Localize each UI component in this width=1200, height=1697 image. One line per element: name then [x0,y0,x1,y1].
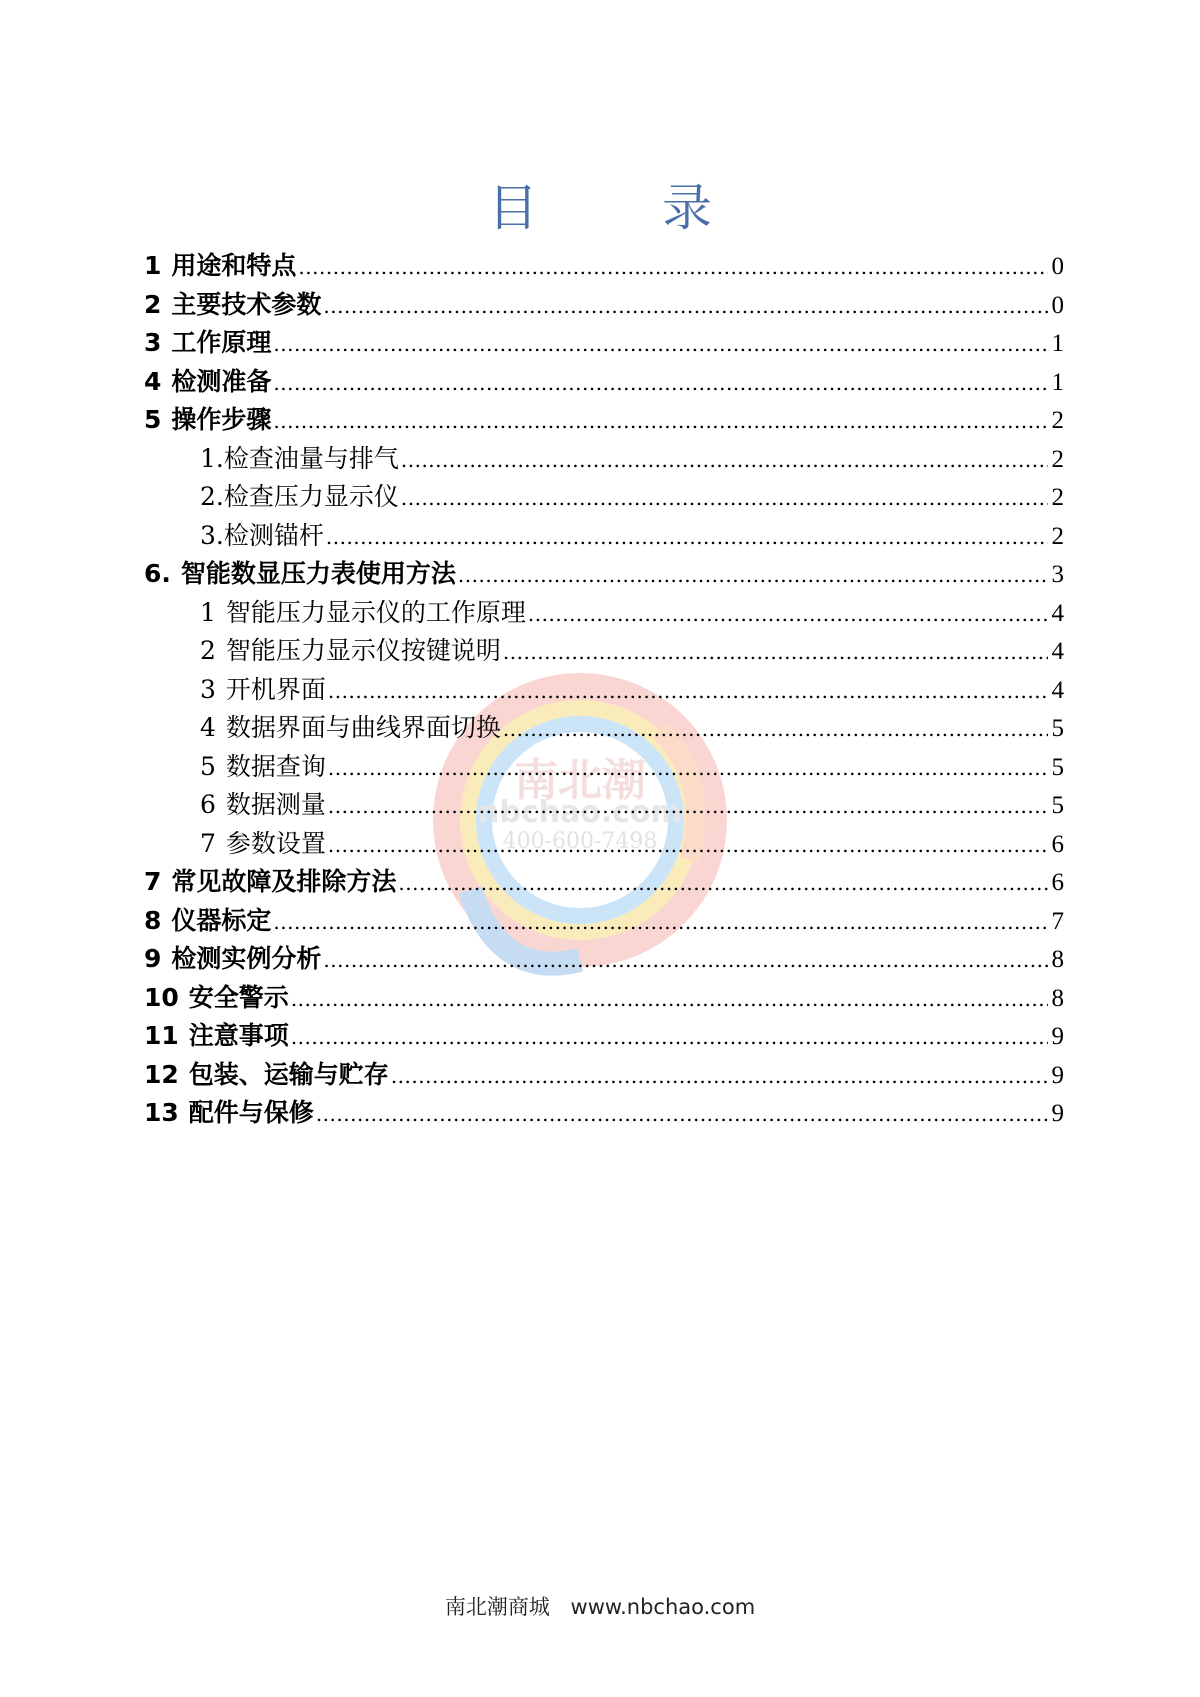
toc-entry-title: 仪器标定 [171,905,272,935]
toc-entry-title: 检测实例分析 [171,944,322,973]
toc-entry-title: 主要技术参数 [171,289,322,319]
toc-entry-page-number: 4 [1051,599,1064,627]
toc-leader-dots [503,710,1048,749]
toc-leader-dots [401,479,1048,518]
toc-entry-page-number: 1 [1051,368,1064,396]
toc-entry[interactable] [144,1017,1064,1056]
toc-leader-dots [458,556,1048,595]
toc-entry-number: 1 [200,597,216,627]
toc-entry-title: 安全警示 [188,982,289,1012]
toc-entry-title: 用途和特点 [171,251,297,280]
toc-entry-page-number: 9 [1051,1023,1064,1050]
toc-leader-dots [273,325,1048,364]
toc-entry-page-number: 8 [1051,946,1064,973]
toc-entry-number: 11 [144,1021,179,1050]
toc-entry[interactable] [144,594,1064,633]
toc-entry-title: 操作步骤 [171,405,272,434]
toc-entry-number: 4 [144,366,162,396]
watermark-phone: 400-600-7498 [502,829,658,854]
toc-entry[interactable] [144,1056,1064,1095]
toc-entry[interactable] [144,671,1064,710]
toc-entry-number: 3 [144,328,162,357]
toc-entry[interactable] [144,632,1064,671]
toc-entry-number: 6. [144,559,171,588]
toc-leader-dots [328,749,1048,788]
toc-entry-page-number: 2 [1051,522,1064,550]
toc-entry-page-number: 2 [1051,445,1064,473]
toc-entry-page-number: 6 [1051,869,1064,896]
toc-entry-number: 9 [144,944,162,973]
toc-entry-number: 7 [144,867,162,896]
toc-entry-title: 检测锚杆 [223,520,324,550]
toc-entry-title: 常见故障及排除方法 [171,867,397,896]
toc-entry-page-number: 2 [1051,407,1064,434]
toc-entry-title: 数据界面与曲线界面切换 [225,713,501,742]
toc-entry-title: 参数设置 [225,828,326,858]
toc-leader-dots [323,287,1048,326]
toc-entry[interactable] [144,478,1064,517]
toc-leader-dots [328,672,1048,711]
toc-entry-number: 2 [144,289,162,319]
toc-entry[interactable] [144,863,1064,902]
toc-entry-page-number: 1 [1051,330,1064,357]
toc-entry[interactable] [144,1094,1064,1133]
toc-leader-dots [291,980,1048,1019]
toc-entry-number: 12 [144,1059,179,1089]
toc-leader-dots [323,941,1048,980]
toc-entry-page-number: 5 [1051,753,1064,781]
toc-entry[interactable] [144,517,1064,556]
page-footer [0,1591,1200,1621]
table-of-contents [144,247,1064,1133]
toc-leader-dots [273,903,1048,942]
toc-entry-title: 数据测量 [225,790,326,819]
footer-url: www.nbchao.com [570,1595,756,1619]
toc-leader-dots [328,787,1048,826]
toc-entry-page-number: 2 [1051,484,1064,511]
toc-entry-number: 5 [200,751,216,781]
toc-entry-number: 2 [200,636,216,665]
watermark-brand: 南北潮 [514,755,646,806]
toc-leader-dots [273,402,1048,441]
toc-entry-number: 8 [144,905,162,935]
toc-entry-title: 检查压力显示仪 [223,482,399,511]
toc-leader-dots [291,1018,1048,1057]
toc-entry-title: 智能压力显示仪按键说明 [225,636,501,665]
toc-entry[interactable] [144,286,1064,325]
toc-entry-title: 包装、运输与贮存 [188,1059,389,1089]
toc-entry-number: 7 [200,828,216,858]
toc-entry-page-number: 5 [1051,792,1064,819]
toc-entry-title: 工作原理 [171,328,272,357]
toc-entry-number: 1. [200,443,224,473]
toc-leader-dots [391,1057,1048,1096]
toc-entry-title: 智能数显压力表使用方法 [180,559,456,588]
toc-entry-title: 配件与保修 [188,1098,314,1127]
toc-entry[interactable] [144,748,1064,787]
toc-entry-number: 6 [200,790,216,819]
toc-entry-number: 4 [200,713,216,742]
toc-entry-title: 检查油量与排气 [223,443,399,473]
toc-entry-number: 13 [144,1098,179,1127]
toc-entry-number: 10 [144,982,179,1012]
toc-entry-page-number: 0 [1051,291,1064,319]
toc-entry-page-number: 6 [1051,830,1064,858]
toc-leader-dots [528,595,1048,634]
toc-entry-title: 注意事项 [188,1021,289,1050]
page-title: 目 录 [488,179,766,237]
toc-entry[interactable] [144,324,1064,363]
toc-entry-number: 1 [144,251,162,280]
toc-entry-number: 3 [200,674,216,704]
toc-entry-title: 开机界面 [225,674,326,704]
toc-entry-number: 3. [200,520,224,550]
toc-entry[interactable] [144,786,1064,825]
toc-leader-dots [328,826,1048,865]
toc-entry-page-number: 3 [1051,561,1064,588]
toc-entry[interactable] [144,709,1064,748]
toc-entry[interactable] [144,825,1064,864]
toc-entry-title: 检测准备 [171,366,272,396]
toc-leader-dots [273,364,1048,403]
toc-entry[interactable] [144,363,1064,402]
toc-entry[interactable] [144,555,1064,594]
toc-entry-page-number: 9 [1051,1100,1064,1127]
watermark-domain: nbchao.com [478,795,682,830]
toc-entry[interactable] [144,440,1064,479]
toc-entry-page-number: 4 [1051,638,1064,665]
toc-leader-dots [316,1095,1048,1134]
toc-entry-page-number: 9 [1051,1061,1064,1089]
toc-entry[interactable] [144,401,1064,440]
toc-entry[interactable] [144,979,1064,1018]
toc-leader-dots [401,441,1048,480]
toc-leader-dots [326,518,1048,557]
toc-entry[interactable] [144,902,1064,941]
toc-entry-title: 智能压力显示仪的工作原理 [225,597,526,627]
toc-entry-page-number: 0 [1051,253,1064,280]
toc-entry-title: 数据查询 [225,751,326,781]
toc-leader-dots [503,633,1048,672]
toc-entry-number: 5 [144,405,162,434]
toc-entry-page-number: 8 [1051,984,1064,1012]
toc-leader-dots [298,248,1048,287]
footer-shop-name: 南北潮商城 [444,1595,550,1619]
toc-entry[interactable] [144,247,1064,286]
toc-entry-page-number: 7 [1051,907,1064,935]
toc-entry-page-number: 4 [1051,676,1064,704]
toc-entry-page-number: 5 [1051,715,1064,742]
toc-entry[interactable] [144,940,1064,979]
toc-leader-dots [398,864,1048,903]
toc-entry-number: 2. [200,482,224,511]
